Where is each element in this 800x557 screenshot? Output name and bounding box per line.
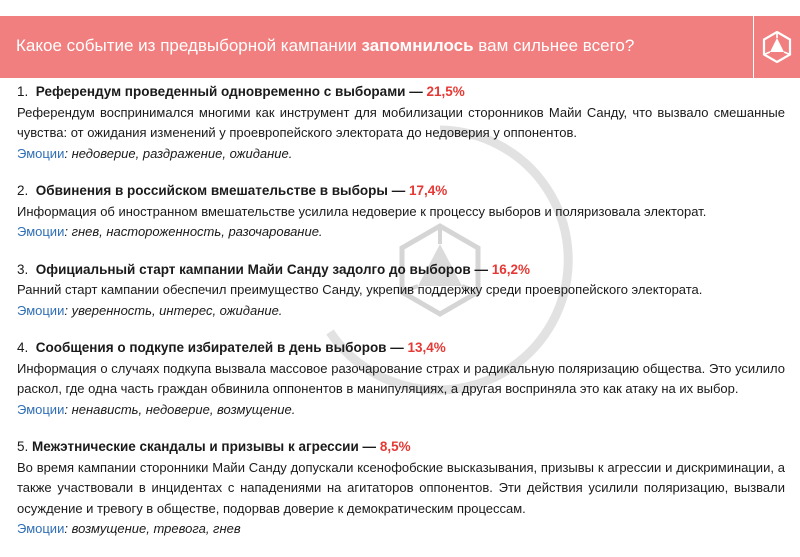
result-item-1 bbox=[17, 82, 785, 164]
item-number: 3. bbox=[17, 261, 29, 277]
item-number: 1. bbox=[17, 84, 29, 99]
item-title bbox=[17, 437, 785, 458]
item-description: Во время кампании сторонники Майи Санду допускали ксенофобские высказывания, призывы к агрессии и дискриминации, а также участвовали в инцидентах с нападениями на агитаторов оппонентов. Эти действия усилили поляризацию, вызвали осуждение и тревогу в обществе, подорвав доверие к демократическим процессам. bbox=[17, 459, 785, 516]
item-number: 5. bbox=[17, 439, 29, 454]
emotions-values: : гнев, настороженность, разочарование. bbox=[64, 224, 323, 239]
item-heading: Официальный старт кампании Майи Санду задолго до выборов bbox=[35, 261, 471, 277]
emotions-values: : возмущение, тревога, гнев bbox=[64, 521, 241, 536]
item-heading: Сообщения о подкупе избирателей в день выборов bbox=[35, 340, 387, 355]
dodecahedron-logo-icon bbox=[762, 31, 792, 63]
item-heading: Референдум проведенный одновременно с выборами bbox=[35, 84, 406, 99]
item-emotions bbox=[17, 519, 785, 540]
title-text-end: вам сильнее всего? bbox=[473, 36, 635, 55]
item-title bbox=[17, 82, 785, 103]
emotions-label: Эмоции bbox=[17, 145, 65, 161]
item-dash: — bbox=[362, 439, 377, 454]
item-emotions bbox=[17, 400, 785, 421]
item-number: 2. bbox=[17, 183, 29, 198]
result-item-4 bbox=[17, 338, 785, 420]
result-item-3 bbox=[17, 260, 785, 322]
title-text-start: Какое событие из предвыборной кампании bbox=[16, 36, 362, 55]
title-text-bold: запомнилось bbox=[361, 36, 474, 55]
emotions-values: : ненависть, недоверие, возмущение. bbox=[64, 401, 296, 417]
item-description: Информация об иностранном вмешательстве усилила недоверие к процессу выборов и поляризовала электорат. bbox=[17, 203, 707, 219]
survey-results bbox=[17, 82, 785, 557]
item-dash: — bbox=[390, 340, 404, 355]
item-percent: 16,2% bbox=[491, 261, 531, 277]
item-description: Ранний старт кампании обеспечил преимущество Санду, укрепив поддержку среди проевропейского электората. bbox=[17, 282, 703, 297]
item-heading: Обвинения в российском вмешательстве в выборы bbox=[35, 183, 388, 198]
item-emotions bbox=[17, 301, 785, 322]
item-percent: 21,5% bbox=[426, 84, 465, 99]
item-percent: 17,4% bbox=[408, 183, 448, 198]
page-title bbox=[16, 36, 634, 56]
emotions-label: Эмоции bbox=[17, 224, 65, 239]
item-percent: 13,4% bbox=[407, 340, 446, 355]
logo bbox=[754, 16, 800, 78]
emotions-label: Эмоции bbox=[17, 401, 65, 417]
item-dash: — bbox=[391, 183, 406, 198]
emotions-label: Эмоции bbox=[17, 521, 65, 536]
emotions-label: Эмоции bbox=[17, 302, 65, 318]
item-dash: — bbox=[474, 261, 488, 277]
emotions-values: : недоверие, раздражение, ожидание. bbox=[64, 145, 293, 161]
item-percent: 8,5% bbox=[379, 439, 411, 454]
result-item-5 bbox=[17, 437, 785, 540]
item-emotions bbox=[17, 222, 785, 243]
emotions-values: : уверенность, интерес, ожидание. bbox=[64, 302, 283, 318]
item-dash: — bbox=[409, 84, 423, 99]
item-description: Референдум воспринимался многими как инструмент для мобилизации сторонников Майи Санду, что вызвало смешанные чувства: от ожидания изменений у проевропейского электората до недоверия у оппонентов. bbox=[17, 104, 785, 140]
item-title bbox=[17, 260, 785, 281]
item-number: 4. bbox=[17, 340, 29, 355]
item-title bbox=[17, 181, 785, 202]
item-heading: Межэтнические скандалы и призывы к агрессии bbox=[32, 439, 359, 454]
item-title bbox=[17, 338, 785, 359]
header-banner bbox=[0, 16, 753, 78]
item-emotions bbox=[17, 144, 785, 165]
item-description: Информация о случаях подкупа вызвала массовое разочарование страх и радикальную поляризацию общества. Это усилило раскол, где одна часть граждан обвинила оппонентов в манипуляциях, а другая восприняла это как атаку на их выбор. bbox=[17, 360, 785, 396]
result-item-2 bbox=[17, 181, 785, 243]
